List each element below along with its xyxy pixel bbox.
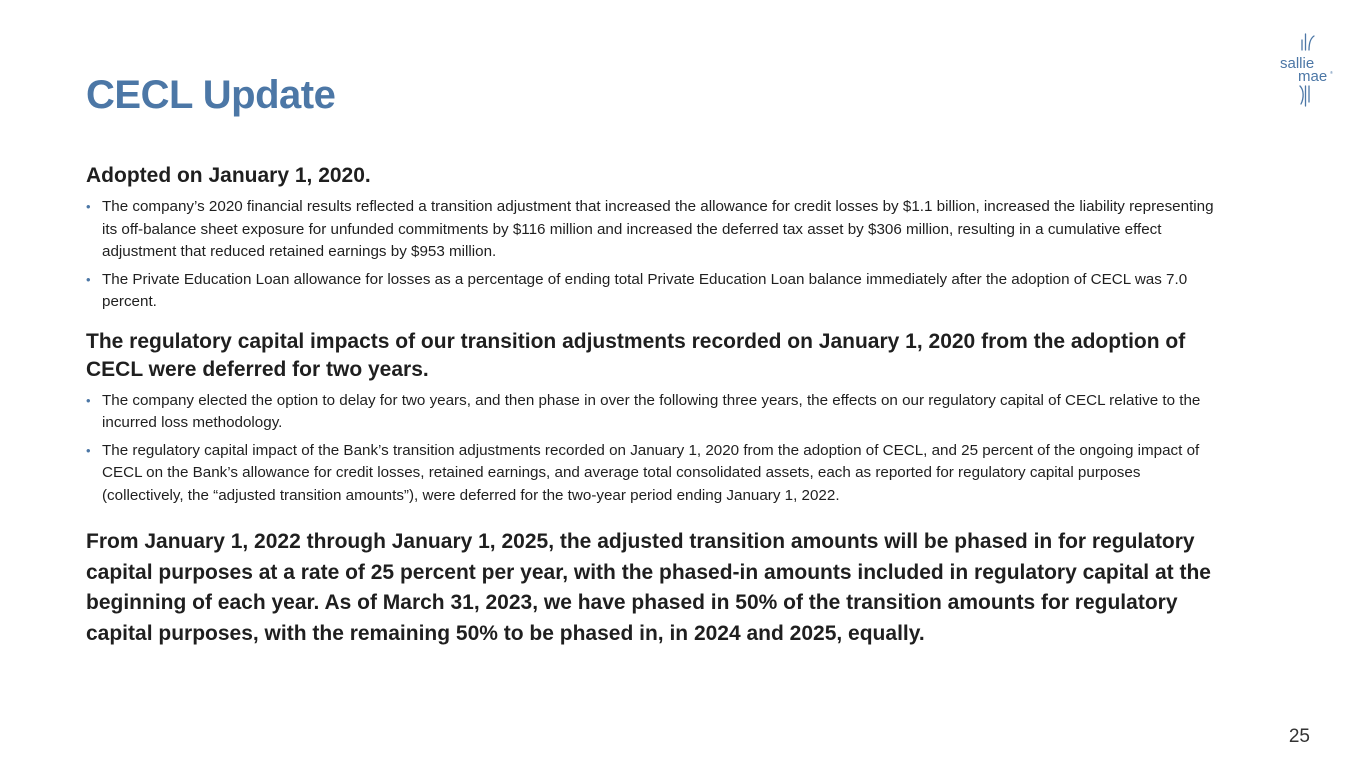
section-heading: Adopted on January 1, 2020.	[86, 164, 371, 187]
phase-in-statement: From January 1, 2022 through January 1, 2025, the adjusted transition amounts will be phased in for regulatory capital purposes at a rate of 25 percent per year, with the phased-in amounts included in regulatory capital at the beginning of each year. As of March 31, 2023, we have phased in 50% of the transition amounts for regulatory capital purposes, with the remaining 50% to be phased in, in 2024 and 2025, equally.	[86, 530, 1211, 645]
bullet-item	[86, 196, 1226, 264]
svg-text:mae: mae	[1298, 68, 1328, 85]
bullet-item	[86, 390, 1226, 435]
content-area	[86, 162, 1226, 649]
section-heading: The regulatory capital impacts of our transition adjustments recorded on January 1, 2020 from the adoption of CECL were deferred for two years.	[86, 329, 1186, 381]
bullet-dot-icon: •	[86, 271, 91, 287]
bullet-list	[86, 196, 1226, 314]
bullet-text: The company’s 2020 financial results reflected a transition adjustment that increased the allowance for credit losses by $1.1 billion, increased the liability representing its off-balance sheet exposure for unfunded commitments by $116 million and increased the deferred tax asset by $306 million, resulting in a cumulative effect adjustment that reduced retained earnings by $953 million.	[102, 198, 1214, 260]
bullet-dot-icon: •	[86, 199, 91, 214]
section-adoption	[86, 162, 1226, 314]
bullet-dot-icon: •	[86, 392, 91, 408]
bullet-dot-icon: •	[86, 442, 91, 458]
svg-text:®: ®	[1330, 70, 1333, 75]
sallie-mae-logo	[1276, 28, 1340, 110]
bullet-item	[86, 440, 1226, 508]
bullet-text: The company elected the option to delay for two years, and then phase in over the following three years, the effects on our regulatory capital of CECL relative to the incurred loss methodology.	[102, 391, 1201, 431]
section-regulatory-deferral	[86, 328, 1226, 508]
bullet-text: The Private Education Loan allowance for losses as a percentage of ending total Private Education Loan balance immediately after the adoption of CECL was 7.0 percent.	[102, 270, 1188, 310]
bullet-text: The regulatory capital impact of the Bank’s transition adjustments recorded on January 1, 2020 from the adoption of CECL, and 25 percent of the ongoing impact of CECL on the Bank’s allowance for credit losses, retained earnings, and average total consolidated assets, each as reported for regulatory capital purposes (collectively, the “adjusted transition amounts”), were deferred for the two-year period ending January 1, 2022.	[102, 441, 1200, 504]
bullet-item	[86, 269, 1226, 314]
page-number: 25	[1288, 726, 1310, 747]
svg-text:sallie: sallie	[1280, 55, 1315, 72]
bullet-list	[86, 390, 1226, 508]
page-title: CECL Update	[86, 73, 336, 117]
